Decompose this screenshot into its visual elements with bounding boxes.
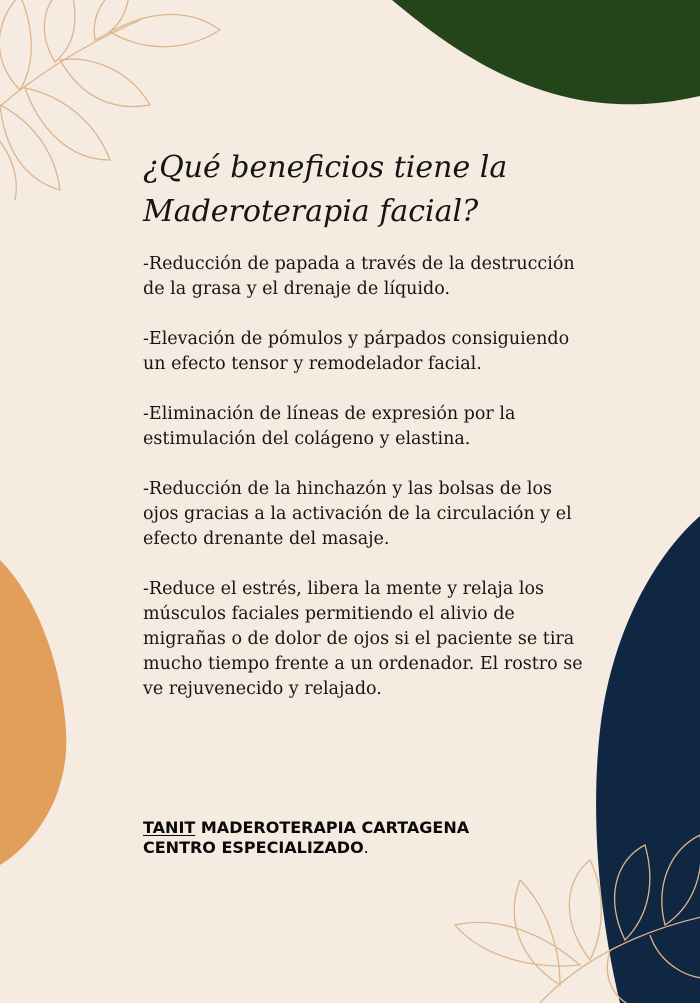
footer-line-1-rest: MADEROTERAPIA CARTAGENA bbox=[195, 818, 470, 837]
footer-period: . bbox=[363, 838, 369, 857]
page-title: ¿Qué beneficios tiene la Maderoterapia facial? bbox=[143, 150, 508, 229]
benefits-list bbox=[143, 252, 593, 727]
brand-name-link[interactable]: TANIT bbox=[143, 818, 196, 837]
footer-line-1 bbox=[143, 818, 469, 838]
footer-line-2-text: CENTRO ESPECIALIZADO bbox=[143, 838, 364, 857]
benefit-item: -Reducción de la hinchazón y las bolsas de los ojos gracias a la activación de la circulación y el efecto drenante del masaje. bbox=[143, 479, 572, 549]
benefit-item: -Reduce el estrés, libera la mente y relaja los músculos faciales permitiendo el alivio de migrañas o de dolor de ojos si el paciente se tira mucho tiempo frente a un ordenador. El rostro se ve rejuvenecido y relajado. bbox=[143, 579, 583, 699]
orange-blob bbox=[0, 560, 66, 865]
benefit-item: -Eliminación de líneas de expresión por la estimulación del colágeno y elastina. bbox=[143, 404, 516, 449]
navy-blob bbox=[596, 516, 700, 1003]
benefit-item: -Elevación de pómulos y párpados consiguiendo un efecto tensor y remodelador facial. bbox=[143, 329, 570, 374]
benefit-item: -Reducción de papada a través de la destrucción de la grasa y el drenaje de líquido. bbox=[143, 254, 575, 299]
footer-line-2 bbox=[143, 838, 469, 858]
green-blob bbox=[392, 0, 700, 104]
footer-signature bbox=[143, 818, 469, 858]
